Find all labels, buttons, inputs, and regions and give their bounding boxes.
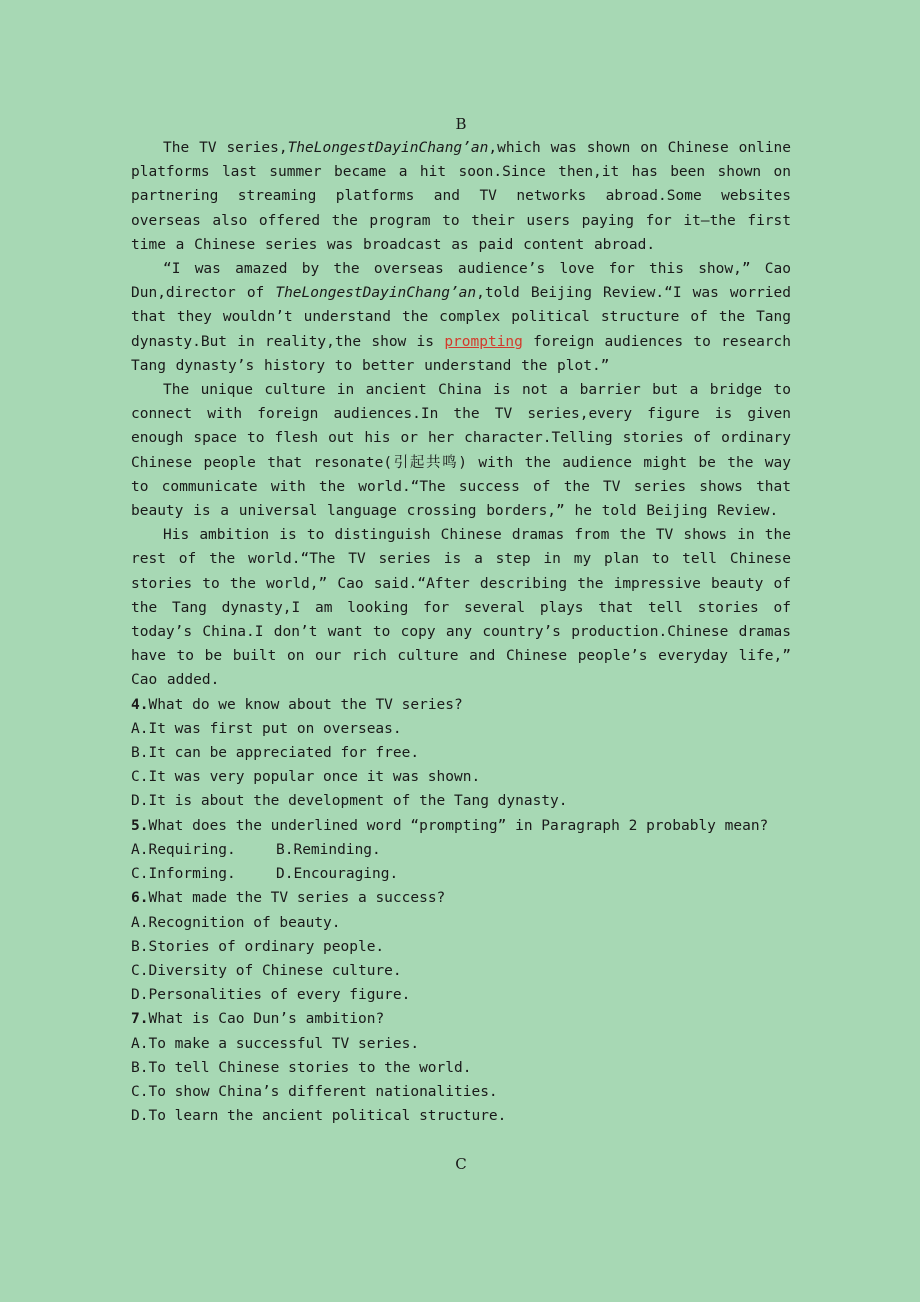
option-6a: A.Recognition of beauty.: [131, 914, 341, 931]
option-4a: A.It was first put on overseas.: [131, 720, 402, 737]
option-5d: D.Encouraging.: [276, 866, 399, 883]
question-4: [131, 693, 791, 717]
question-number: 5.: [131, 817, 149, 834]
option-5a: A.Requiring.: [131, 841, 236, 858]
option-6d: D.Personalities of every figure.: [131, 987, 411, 1004]
option-7a: A.To make a successful TV series.: [131, 1035, 420, 1052]
paragraph-2-mid: ,told Beijing Review.“I was worried that they wouldn’t understand the complex political structure of the Tang dynasty.But in reality,the show is: [131, 285, 791, 350]
option-6c: C.Diversity of Chinese culture.: [131, 962, 402, 979]
question-text: What made the TV series a success?: [148, 890, 446, 907]
question-number: 7.: [131, 1011, 149, 1028]
paragraph-1-post: ,which was shown on Chinese online platforms last summer became a hit soon.Since then,it has been shown on partnering streaming platforms and TV networks abroad.Some websites overseas also offered the program to their users paying for it—the first time a Chinese series was broadcast as paid content abroad.: [131, 140, 792, 253]
paragraph-1-pre: The TV series,: [163, 140, 288, 156]
question-number: 4.: [131, 696, 149, 713]
option-4b: B.It can be appreciated for free.: [131, 745, 420, 762]
paragraph-2: [131, 257, 791, 378]
question-7: [131, 1007, 791, 1031]
paragraph-2-pre: “I was amazed by the overseas audience’s love for this show,” Cao Dun,director of: [131, 261, 791, 302]
question-6: [131, 886, 791, 910]
option-4d: D.It is about the development of the Tang dynasty.: [131, 793, 568, 810]
option-6b: B.Stories of ordinary people.: [131, 938, 385, 955]
paragraph-3: The unique culture in ancient China is not a barrier but a bridge to connect with foreign audiences.In the TV series,every figure is given enough space to flesh out his or her character.Telling stories of ordinary Chinese people that resonate(引起共鸣) with the audience might be the way to communicate with the world.“The success of the TV series shows that beauty is a universal language crossing borders,” he told Beijing Review.: [131, 382, 791, 520]
underlined-word: prompting: [444, 333, 523, 350]
option-row-5ab: [131, 838, 791, 862]
section-b-heading: B: [455, 115, 467, 133]
document-page: [131, 112, 791, 1177]
question-text: What is Cao Dun’s ambition?: [148, 1011, 385, 1028]
section-c-heading: C: [455, 1155, 467, 1174]
question-text: What do we know about the TV series?: [148, 696, 463, 713]
paragraph-2-post: foreign audiences to research Tang dynasty’s history to better understand the plot.”: [131, 333, 791, 374]
question-5: [131, 814, 791, 838]
series-title: TheLongestDayinChang’an: [287, 140, 489, 156]
option-7c: C.To show China’s different nationalities.: [131, 1083, 498, 1100]
question-text: What does the underlined word “prompting” in Paragraph 2 probably mean?: [148, 817, 769, 834]
paragraph-4: His ambition is to distinguish Chinese dramas from the TV shows in the rest of the world.“The TV series is a step in my plan to tell Chinese stories to the world,” Cao said.“After describing the impressive beauty of the Tang dynasty,I am looking for several plays that tell stories of today’s China.I don’t want to copy any country’s production.Chinese dramas have to be built on our rich culture and Chinese people’s everyday life,” Cao added.: [131, 527, 791, 689]
option-7b: B.To tell Chinese stories to the world.: [131, 1059, 472, 1076]
option-5b: B.Reminding.: [276, 841, 381, 858]
option-4c: C.It was very popular once it was shown.: [131, 769, 481, 786]
option-5c: C.Informing.: [131, 866, 236, 883]
paragraph-1: [131, 136, 791, 257]
question-number: 6.: [131, 890, 149, 907]
option-7d: D.To learn the ancient political structure.: [131, 1108, 507, 1125]
series-title-2: TheLongestDayinChang’an: [275, 285, 477, 302]
option-row-5cd: [131, 862, 791, 886]
